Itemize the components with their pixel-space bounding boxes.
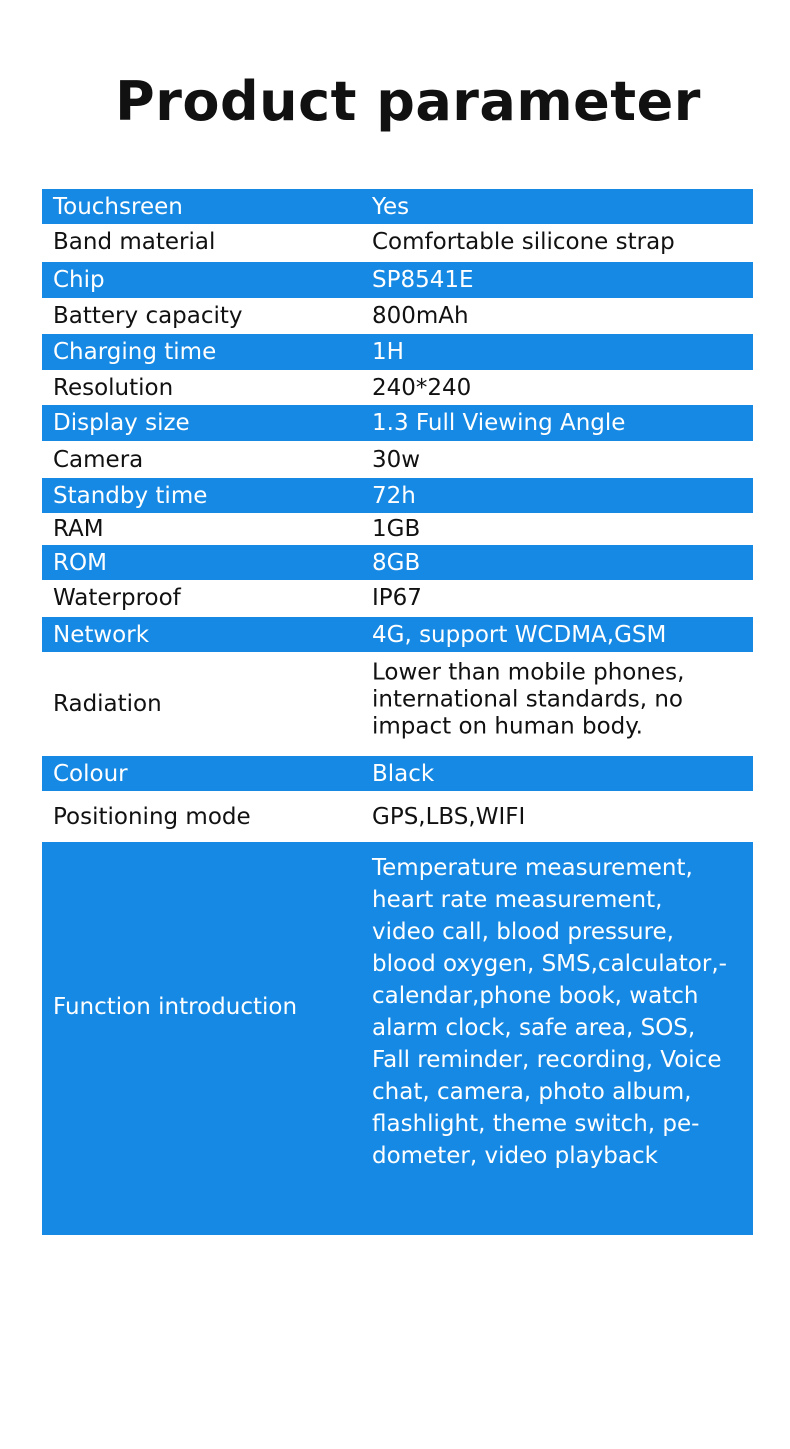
param-label: Positioning mode <box>53 803 251 830</box>
param-row-band-material <box>42 224 753 260</box>
param-label: Charging time <box>53 339 217 365</box>
param-label: ROM <box>53 549 107 576</box>
param-value: Yes <box>372 193 410 220</box>
param-label: Camera <box>53 446 144 473</box>
param-value: IP67 <box>372 585 422 611</box>
param-row-standby-time <box>42 478 753 513</box>
param-row-colour <box>42 756 753 791</box>
param-label: Battery capacity <box>53 303 243 329</box>
param-value: Temperature measurement, heart rate measurement, video call, blood pressure, blood oxygen, SMS,calculator,- calendar,phone book, watch alarm clock, safe area, SOS, Fall reminder, recording, Voice chat, camera, photo album, flashlight, theme switch, pe- dometer, video playback <box>372 855 727 1169</box>
param-row-chip <box>42 262 753 298</box>
param-value: SP8541E <box>372 267 474 293</box>
param-label: Chip <box>53 267 105 293</box>
param-row-waterproof <box>42 580 753 616</box>
param-label: Display size <box>53 410 190 436</box>
param-value: Black <box>372 760 435 787</box>
param-value: Lower than mobile phones, international standards, no impact on human body. <box>372 659 685 740</box>
param-label: Touchsreen <box>53 193 183 220</box>
param-value: 30w <box>372 446 421 473</box>
param-row-battery-capacity <box>42 298 753 334</box>
param-label: RAM <box>53 515 104 542</box>
param-value: 1GB <box>372 515 421 542</box>
param-row-camera <box>42 441 753 478</box>
param-value: 800mAh <box>372 303 469 329</box>
param-row-display-size <box>42 405 753 441</box>
param-label: Radiation <box>53 691 162 717</box>
param-value: GPS,LBS,WIFI <box>372 803 526 830</box>
param-row-positioning-mode <box>42 791 753 842</box>
param-value: 1H <box>372 339 404 365</box>
param-value: 8GB <box>372 549 421 576</box>
page-title: Product parameter <box>115 70 701 133</box>
param-row-touchscreen <box>42 189 753 224</box>
param-label: Colour <box>53 760 128 787</box>
param-label: Band material <box>53 229 216 255</box>
param-row-resolution <box>42 370 753 405</box>
param-label: Function introduction <box>53 994 298 1020</box>
param-value: 1.3 Full Viewing Angle <box>372 410 626 436</box>
param-row-rom <box>42 545 753 580</box>
param-row-network <box>42 617 753 652</box>
param-value: 72h <box>372 482 416 509</box>
param-row-charging-time <box>42 334 753 370</box>
param-row-ram <box>42 513 753 544</box>
param-label: Standby time <box>53 482 208 509</box>
param-value: Comfortable silicone strap <box>372 229 675 255</box>
param-value: 240*240 <box>372 374 472 401</box>
param-row-radiation <box>42 652 753 756</box>
param-label: Waterproof <box>53 585 181 611</box>
param-label: Resolution <box>53 374 174 401</box>
param-row-function-introduction <box>42 842 753 1235</box>
param-value: 4G, support WCDMA,GSM <box>372 621 667 648</box>
param-label: Network <box>53 621 150 648</box>
